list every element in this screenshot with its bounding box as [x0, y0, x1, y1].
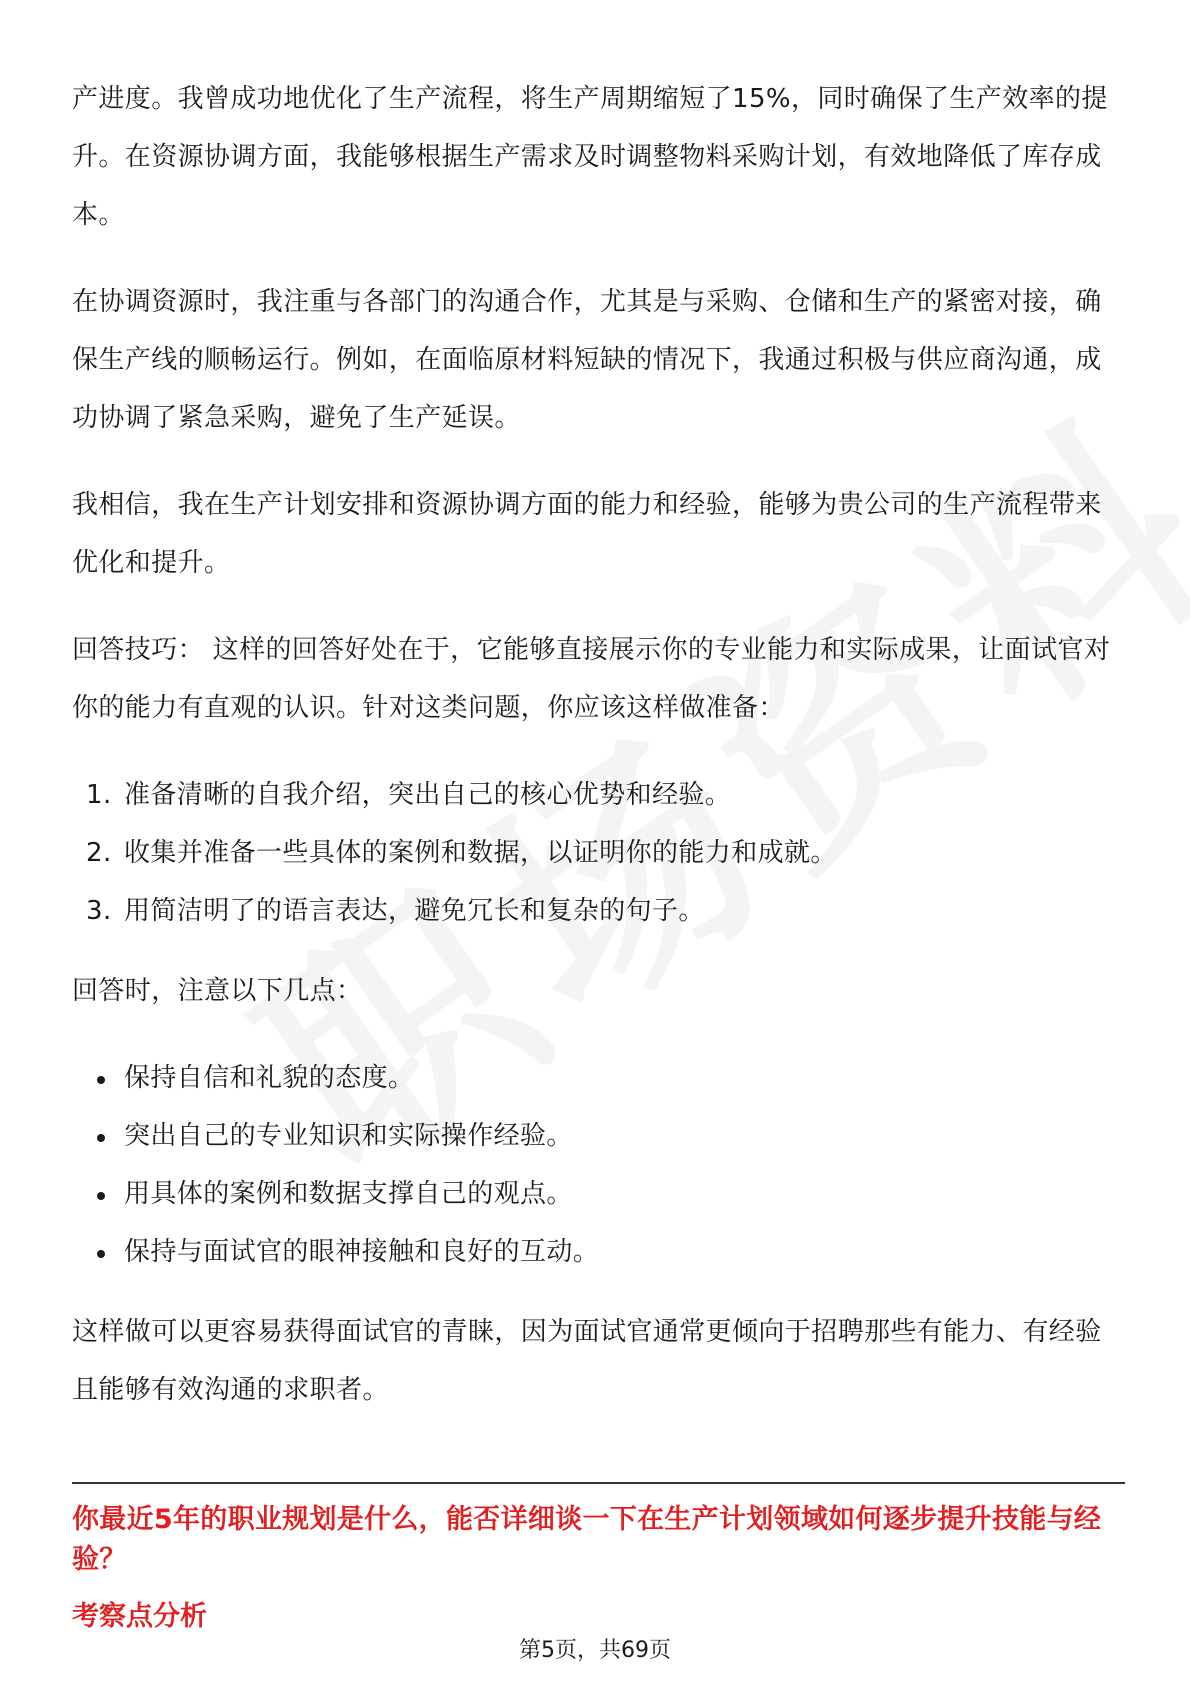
list-item-text: 保持与面试官的眼神接触和良好的互动。 [124, 1237, 600, 1267]
paragraph: 产进度。我曾成功地优化了生产流程，将生产周期缩短了15%，同时确保了生产效率的提升。在资源协调方面，我能够根据生产需求及时调整物料采购计划，有效地降低了库存成本。 [72, 84, 1108, 230]
bullet-icon [97, 1192, 105, 1200]
list-item-text: 用简洁明了的语言表达，避免冗长和复杂的句子。 [124, 896, 705, 926]
list-number: 3. [86, 896, 112, 926]
preparation-steps-list [72, 766, 1122, 940]
list-item [72, 1107, 1122, 1165]
list-item-text: 用具体的案例和数据支撑自己的观点。 [124, 1179, 573, 1209]
points-intro: 回答时，注意以下几点： [72, 976, 363, 1006]
list-item [72, 1049, 1122, 1107]
bullet-icon [97, 1134, 105, 1142]
answer-points-list [72, 1049, 1122, 1281]
list-item [72, 766, 1122, 824]
list-item-text: 准备清晰的自我介绍，突出自己的核心优势和经验。 [124, 780, 732, 810]
section-divider [72, 1482, 1125, 1484]
closing-paragraph: 这样做可以更容易获得面试官的青睐，因为面试官通常更倾向于招聘那些有能力、有经验且能够有效沟通的求职者。 [72, 1317, 1102, 1405]
list-item-text: 收集并准备一些具体的案例和数据，以证明你的能力和成就。 [124, 838, 837, 868]
paragraph: 我相信，我在生产计划安排和资源协调方面的能力和经验，能够为贵公司的生产流程带来优化和提升。 [72, 490, 1102, 578]
bullet-icon [97, 1076, 105, 1084]
list-item [72, 1165, 1122, 1223]
analysis-subheading: 考察点分析 [72, 1601, 207, 1632]
list-item [72, 824, 1122, 882]
page-number-footer: 第5页，共69页 [519, 1638, 671, 1663]
paragraph: 在协调资源时，我注重与各部门的沟通合作，尤其是与采购、仓储和生产的紧密对接，确保生产线的顺畅运行。例如，在面临原材料短缺的情况下，我通过积极与供应商沟通，成功协调了紧急采购，避免了生产延误。 [72, 287, 1102, 433]
main-content [72, 70, 1122, 1448]
list-number: 1. [86, 780, 112, 810]
bullet-icon [97, 1250, 105, 1258]
list-item [72, 882, 1122, 940]
tips-paragraph: 回答技巧： 这样的回答好处在于，它能够直接展示你的专业能力和实际成果，让面试官对你的能力有直观的认识。针对这类问题，你应该这样做准备： [72, 635, 1111, 723]
list-number: 2. [86, 838, 112, 868]
list-item-text: 保持自信和礼貌的态度。 [124, 1063, 415, 1093]
list-item-text: 突出自己的专业知识和实际操作经验。 [124, 1121, 573, 1151]
list-item [72, 1223, 1122, 1281]
question-heading: 你最近5年的职业规划是什么，能否详细谈一下在生产计划领域如何逐步提升技能与经验？ [72, 1504, 1102, 1575]
